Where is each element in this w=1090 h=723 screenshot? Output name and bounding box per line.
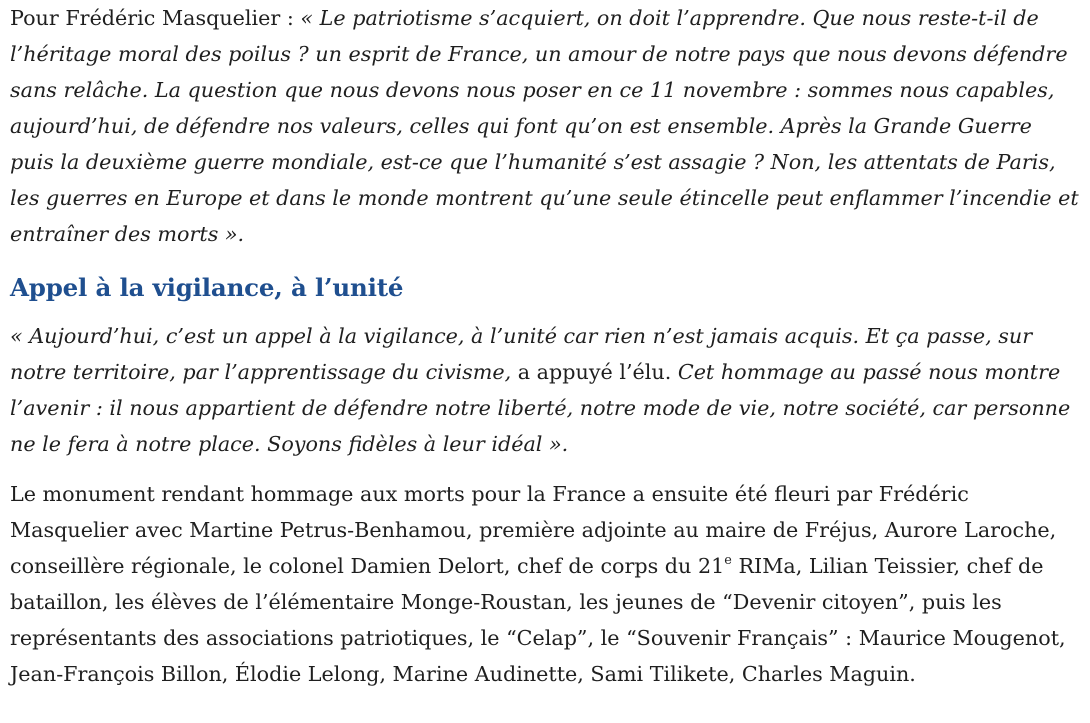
paragraph-quote-masquelier <box>10 0 1080 252</box>
quote-text-part-2: Cet hommage au passé nous montre l’avenir : il nous appartient de défendre notre liberté, notre mode de vie, notre société, car personne ne le fera à notre place. Soyons fidèles à leur idéal ». <box>10 360 1071 456</box>
paragraph-text-part-1: Le monument rendant hommage aux morts pour la France a ensuite été fleuri par Frédéric Masquelier avec Martine Petrus-Benhamou, première adjointe au maire de Fréjus, Aurore Laroche, conseillère régionale, le colonel Damien Delort, chef de corps du 21 <box>10 482 1057 578</box>
paragraph-quote-vigilance <box>10 318 1080 462</box>
quote-text: « Le patriotisme s’acquiert, on doit l’apprendre. Que nous reste-t-il de l’héritage moral des poilus ? un esprit de France, un amour de notre pays que nous devons défendre sans relâche. La question que nous devons nous poser en ce 11 novembre : sommes nous capables, aujourd’hui, de défendre nos valeurs, celles qui font qu’on est ensemble. Après la Grande Guerre puis la deuxième guerre mondiale, est-ce que l’humanité s’est assagie ? Non, les attentats de Paris, les guerres en Europe et dans le monde montrent qu’une seule étincelle peut enflammer l’incendie et entraîner des morts ». <box>10 6 1079 246</box>
quote-attribution: a appuyé l’élu. <box>511 360 678 384</box>
article-body <box>10 0 1080 692</box>
paragraph-ceremony <box>10 476 1080 692</box>
ordinal-superscript: e <box>724 552 732 568</box>
paragraph-text-part-2: RIMa, Lilian Teissier, chef de bataillon, les élèves de l’élémentaire Monge-Roustan, les jeunes de “Devenir citoyen”, puis les représentants des associations patriotiques, le “Celap”, le “Souvenir Français” : Maurice Mougenot, Jean-François Billon, Élodie Lelong, Marine Audinette, Sami Tilikete, Charles Maguin. <box>10 554 1066 686</box>
quote-text-part-1: « Aujourd’hui, c’est un appel à la vigilance, à l’unité car rien n’est jamais acquis. Et ça passe, sur notre territoire, par l’apprentissage du civisme, <box>10 324 1033 384</box>
section-heading: Appel à la vigilance, à l’unité <box>10 273 404 302</box>
paragraph-lead: Pour Frédéric Masquelier : <box>10 6 301 30</box>
